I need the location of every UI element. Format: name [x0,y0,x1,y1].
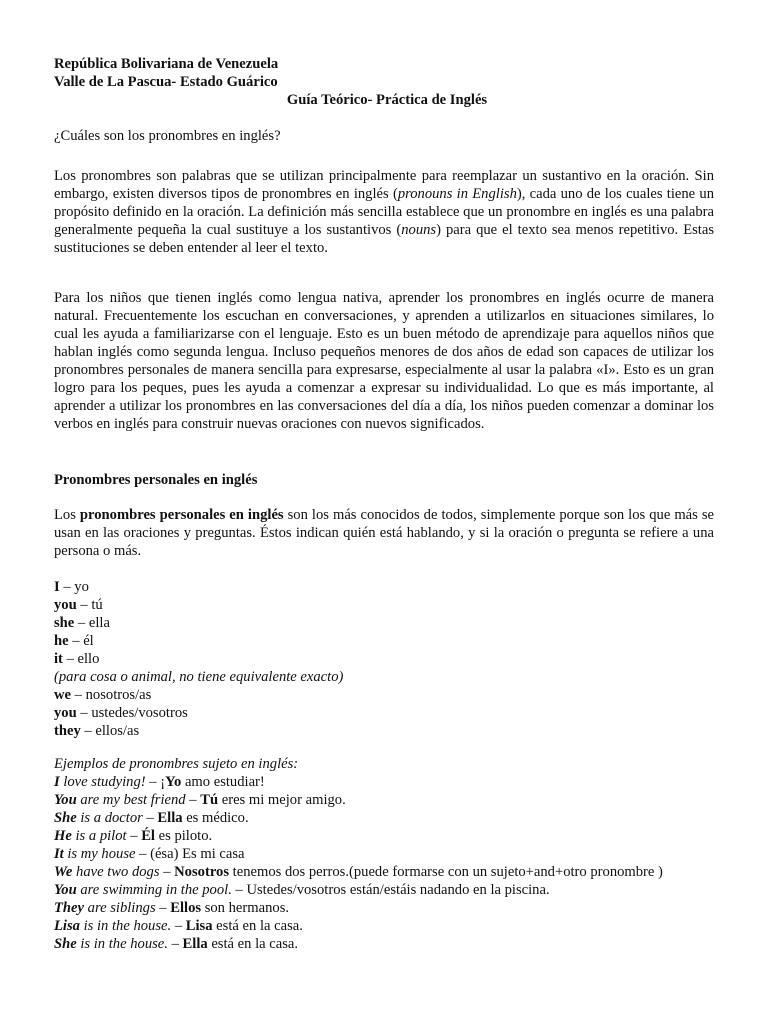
example-dash: – [130,828,142,844]
pronoun-es: – ello [62,651,100,667]
pronoun-it-note: (para cosa o animal, no tiene equivalente exacto) [54,669,344,685]
example-spanish: (ésa) Es mi casa [150,846,245,862]
pronoun-item [54,578,714,596]
example-english: is a pilot [71,828,131,844]
example-english: is in the house. [79,918,175,934]
pronoun-es: – ella [74,615,110,631]
example-sentence [54,827,714,845]
example-spanish-pronoun: Ellos [170,900,202,916]
intro-term-nouns: nouns [401,222,437,238]
pronoun-en: it [54,651,63,667]
pronoun-item [54,650,714,668]
pronoun-es: – él [68,633,94,649]
example-spanish: son hermanos. [201,900,290,916]
example-spanish: está en la casa. [212,918,303,934]
intro-text-c: ), cada uno de los cuales tiene un propósito definido en la oración. La definición más sencilla establece que un pronombre en inglés es una palabra generalmente pequeña la cual sustituye a los sustantivos ( [54,186,714,238]
intro-text-a: Los pronombres son palabras que se utilizan principalmente para reemplazar un sustantivo en la oración. Sin embargo, existen diversos tipos de pronombres en inglés ( [54,168,714,202]
example-dash: – [174,918,186,934]
example-subject: She [54,936,77,952]
example-subject: It [54,846,64,862]
pronoun-item [54,722,714,740]
pronoun-item [54,596,714,614]
pronoun-es: – yo [59,579,89,595]
example-dash: – [163,864,175,880]
pronoun-es: – tú [76,597,103,613]
pronoun-en: he [54,633,69,649]
examples-section [54,755,714,953]
example-subject: Lisa [54,918,80,934]
example-spanish: es piloto. [154,828,213,844]
example-english: are my best friend [76,792,190,808]
example-sentence [54,791,714,809]
example-sentence [54,935,714,953]
pronoun-en: you [54,597,77,613]
example-english: is a doctor [76,810,147,826]
example-subject: They [54,900,84,916]
example-sentence [54,863,714,881]
example-spanish-pronoun: Ella [157,810,183,826]
pronoun-en: we [54,687,72,703]
example-subject: You [54,882,77,898]
example-dash: – [159,900,171,916]
example-dash: – [235,882,247,898]
example-spanish: está en la casa. [207,936,299,952]
example-dash: – [171,936,183,952]
example-spanish-pronoun: Lisa [185,918,213,934]
example-subject: She [54,810,77,826]
example-sentence [54,809,714,827]
pronoun-en: you [54,705,77,721]
pronoun-en: she [54,615,75,631]
pronoun-item [54,686,714,704]
personal-text-a: Los [54,507,80,523]
example-subject: You [54,792,77,808]
example-dash: – [146,810,158,826]
example-spanish-pronoun: Nosotros [174,864,230,880]
example-english: are siblings [84,900,160,916]
example-dash: – [139,846,151,862]
intro-paragraph [54,167,714,257]
example-spanish: Ustedes/vosotros están/estáis nadando en la piscina. [246,882,550,898]
example-spanish: tenemos dos perros.(puede formarse con un sujeto+and+otro pronombre ) [229,864,663,880]
example-sentence [54,881,714,899]
learning-paragraph: Para los niños que tienen inglés como lengua nativa, aprender los pronombres en inglés ocurre de manera natural. Frecuentemente los escuchan en conversaciones, y aprenden a utilizarlos en situaciones similares, lo cual les ayuda a familiarizarse con el lenguaje. Esto es un buen método de aprendizaje para aquellos niños que hablan inglés como segunda lengua. Incluso pequeños menores de dos años de edad son capaces de utilizar los pronombres personales de manera sencilla para expresarse, especialmente al usar la palabra «I». Esto es un gran logro para los peques, pues les ayuda a comenzar a expresar su individualidad. Lo que es más importante, al aprender a utilizar los pronombres en las conversaciones del día a día, los niños pueden comenzar a dominar los verbos en inglés para construir nuevas oraciones con nuevos significados. [54,290,714,432]
example-sentence [54,899,714,917]
document-title: Guía Teórico- Práctica de Inglés [286,92,488,108]
example-sentence [54,845,714,863]
example-english: is in the house. [76,936,172,952]
intro-text-e: ) para que el texto sea menos repetitivo. Estas sustituciones se deben entender al leer el texto. [54,222,714,256]
example-english: is my house [63,846,140,862]
example-spanish-pronoun: Ella [182,936,208,952]
pronoun-item [54,614,714,632]
example-sentence [54,917,714,935]
pronoun-es: – ellos/as [80,723,140,739]
example-subject: I [54,774,60,790]
example-spanish-pronoun: Yo [165,774,182,790]
header-line-country: República Bolivariana de Venezuela [54,56,279,72]
header-line-location: Valle de La Pascua- Estado Guárico [54,74,278,90]
document-header [54,55,714,109]
example-english: have two dogs [72,864,164,880]
pronoun-list [54,578,714,740]
example-spanish: es médico. [182,810,249,826]
example-spanish: amo estudiar! [181,774,265,790]
example-dash: – [189,792,201,808]
example-subject: He [54,828,72,844]
example-spanish: eres mi mejor amigo. [218,792,346,808]
example-spanish-pronoun: Él [141,828,155,844]
pronoun-item [54,704,714,722]
example-sentence [54,773,714,791]
intro-term-pronouns: pronouns in English [397,186,517,202]
personal-text-c: son los más conocidos de todos, simplemente porque son los que más se usan en las oraciones y preguntas. Éstos indican quién está hablando, y si la oración o pregunta se refiere a una persona o más. [54,507,714,559]
examples-title: Ejemplos de pronombres sujeto en inglés: [54,756,299,772]
example-english: are swimming in the pool. [76,882,236,898]
section-title: Pronombres personales en inglés [54,472,258,488]
pronoun-en: I [54,579,60,595]
example-spanish-pronoun: Tú [200,792,219,808]
personal-pronouns-paragraph [54,506,714,560]
question-heading: ¿Cuáles son los pronombres en inglés? [54,128,281,144]
example-subject: We [54,864,73,880]
pronoun-en: they [54,723,81,739]
pronoun-es: – nosotros/as [71,687,152,703]
example-dash: – ¡ [149,774,166,790]
pronoun-item [54,632,714,650]
example-english: love studying! [59,774,150,790]
personal-term: pronombres personales en inglés [79,507,284,523]
pronoun-es: – ustedes/vosotros [76,705,188,721]
